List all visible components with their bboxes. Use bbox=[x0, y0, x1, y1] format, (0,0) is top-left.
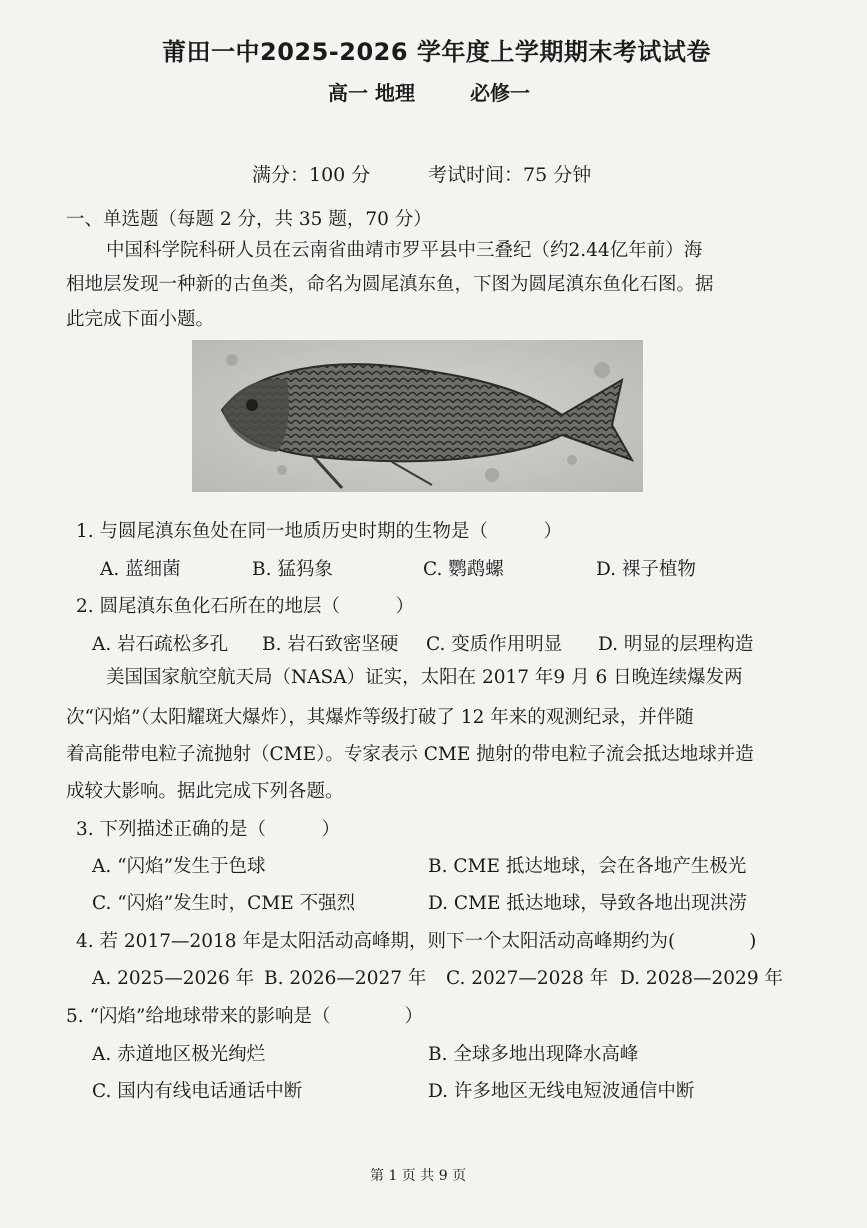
section-heading: 一、单选题（每题 2 分，共 35 题，70 分） bbox=[66, 209, 432, 230]
q4-option-d: D. 2028—2029 年 bbox=[620, 968, 783, 989]
passage1-line: 中国科学院科研人员在云南省曲靖市罗平县中三叠纪（约2.44亿年前）海 bbox=[106, 240, 703, 261]
q2-option-a: A. 岩石疏松多孔 bbox=[92, 634, 229, 655]
exam-title: 莆田一中2025-2026 学年度上学期期末考试试卷 bbox=[162, 38, 711, 66]
passage2-line: 次“闪焰”（太阳耀斑大爆炸），其爆炸等级打破了 12 年来的观测纪录，并伴随 bbox=[66, 707, 694, 728]
fossil-fish-image bbox=[192, 340, 643, 492]
page-number: 第 1 页 共 9 页 bbox=[370, 1168, 467, 1184]
q4-option-c: C. 2027—2028 年 bbox=[446, 968, 609, 989]
fossil-photo bbox=[192, 340, 643, 492]
q4-option-b: B. 2026—2027 年 bbox=[264, 968, 427, 989]
q2-option-d: D. 明显的层理构造 bbox=[598, 634, 754, 655]
q3-option-a: A. “闪焰”发生于色球 bbox=[92, 856, 266, 877]
question-1-stem: 1. 与圆尾滇东鱼处在同一地质历史时期的生物是（ ） bbox=[76, 521, 563, 542]
q1-option-d: D. 裸子植物 bbox=[596, 559, 696, 580]
q3-option-d: D. CME 抵达地球，导致各地出现洪涝 bbox=[428, 893, 747, 914]
q3-option-b: B. CME 抵达地球，会在各地产生极光 bbox=[428, 856, 747, 877]
passage2-line: 成较大影响。据此完成下列各题。 bbox=[66, 781, 344, 802]
q4-option-a: A. 2025—2026 年 bbox=[92, 968, 255, 989]
question-3-stem: 3. 下列描述正确的是（ ） bbox=[76, 819, 341, 840]
exam-time: 考试时间：75 分钟 bbox=[428, 164, 592, 186]
passage1-line: 此完成下面小题。 bbox=[66, 309, 215, 330]
q5-option-c: C. 国内有线电话通话中断 bbox=[92, 1081, 303, 1102]
q5-option-b: B. 全球多地出现降水高峰 bbox=[428, 1044, 639, 1065]
q5-option-d: D. 许多地区无线电短波通信中断 bbox=[428, 1081, 695, 1102]
q1-option-c: C. 鹦鹉螺 bbox=[423, 559, 504, 580]
full-score: 满分：100 分 bbox=[252, 164, 371, 186]
q1-option-a: A. 蓝细菌 bbox=[100, 559, 181, 580]
question-2-stem: 2. 圆尾滇东鱼化石所在的地层（ ） bbox=[76, 596, 415, 617]
q2-option-c: C. 变质作用明显 bbox=[426, 634, 563, 655]
q5-option-a: A. 赤道地区极光绚烂 bbox=[92, 1044, 266, 1065]
passage1-line: 相地层发现一种新的古鱼类，命名为圆尾滇东鱼，下图为圆尾滇东鱼化石图。据 bbox=[66, 274, 714, 295]
course-label: 高一 地理 bbox=[328, 81, 415, 105]
passage2-line: 着高能带电粒子流抛射（CME）。专家表示 CME 抛射的带电粒子流会抵达地球并造 bbox=[66, 744, 754, 765]
passage2-line: 美国国家航空航天局（NASA）证实，太阳在 2017 年9 月 6 日晚连续爆发两 bbox=[106, 667, 743, 688]
question-4-stem: 4. 若 2017—2018 年是太阳活动高峰期，则下一个太阳活动高峰期约为( ) bbox=[76, 931, 757, 952]
q2-option-b: B. 岩石致密坚硬 bbox=[262, 634, 399, 655]
q1-option-b: B. 猛犸象 bbox=[252, 559, 333, 580]
question-5-stem: 5. “闪焰”给地球带来的影响是（ ） bbox=[66, 1006, 423, 1027]
q3-option-c: C. “闪焰”发生时，CME 不强烈 bbox=[92, 893, 356, 914]
book-label: 必修一 bbox=[470, 81, 530, 105]
